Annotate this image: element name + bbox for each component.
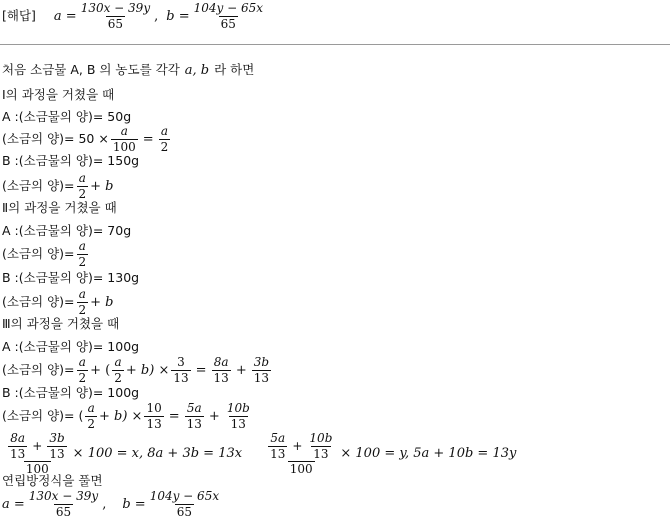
denominator: 65 [176, 504, 193, 519]
numerator: a [78, 171, 86, 185]
numerator: a [78, 239, 86, 253]
numerator: a [120, 124, 128, 138]
step1-b-line: B :(소금물의 양)= 150g [2, 153, 140, 168]
salt-prefix: (소금의 양)= [2, 177, 75, 193]
numerator: a [87, 401, 95, 415]
step3-a-line: A :(소금물의 양)= 100g [2, 339, 140, 354]
fraction [77, 240, 89, 268]
middle-term: + b) × [99, 408, 143, 424]
compound-numerator [4, 432, 71, 461]
solution-b-eq: b = [122, 496, 146, 512]
numerator: a [78, 287, 86, 301]
middle-term: + b) × [125, 362, 170, 378]
numerator: 3b [253, 355, 270, 369]
denominator: 13 [230, 416, 246, 431]
answer-label: [해답] [2, 7, 36, 23]
numerator: 5a [186, 401, 202, 415]
step1-a-line: A :(소금물의 양)= 50g [2, 109, 132, 124]
denominator: 2 [78, 254, 87, 269]
right-compound-fraction [264, 432, 338, 476]
numerator: 3b [49, 431, 65, 445]
denominator: 13 [146, 416, 162, 431]
solution-a-fraction [27, 490, 100, 518]
fraction [47, 432, 66, 460]
denominator: 100 [25, 462, 49, 477]
numerator: 3 [177, 355, 185, 369]
left-equation-tail: × 100 = x, 8a + 3b = 13x [72, 446, 243, 462]
denominator: 13 [173, 370, 189, 385]
numerator: 8a [10, 431, 26, 445]
denominator: 13 [270, 446, 286, 461]
numerator: a [160, 124, 169, 138]
step2-b-line: B :(소금물의 양)= 130g [2, 270, 140, 285]
equals: = [195, 362, 207, 378]
denominator: 13 [253, 370, 270, 385]
fraction [144, 402, 163, 430]
solution-a-eq: a = [2, 496, 25, 512]
step2-salt-a [2, 240, 90, 268]
numerator: a [114, 355, 122, 369]
compound-numerator [264, 432, 338, 461]
tail: + b [90, 294, 114, 310]
salt-prefix: (소금의 양)= [2, 245, 75, 261]
fraction [112, 356, 124, 384]
step3-title: Ⅲ의 과정을 거쳤을 때 [2, 316, 120, 331]
fraction [212, 356, 231, 384]
fraction [185, 402, 204, 430]
salt-prefix: (소금의 양)= [2, 361, 75, 377]
intro-vars: a, b [184, 63, 210, 78]
intro-tail: 라 하면 [214, 62, 255, 78]
denominator: 13 [313, 446, 329, 461]
answer-header [2, 2, 267, 30]
fraction [77, 356, 89, 384]
step3-salt-a [2, 356, 273, 384]
fraction [252, 356, 271, 384]
numerator: 104y − 65x [193, 1, 263, 15]
denominator: 100 [289, 462, 313, 477]
step2-title: Ⅱ의 과정을 거쳤을 때 [2, 200, 117, 215]
numerator: 10b [226, 401, 250, 415]
denominator: 2 [78, 302, 87, 317]
fraction [111, 125, 138, 153]
header-b-eq: b = [166, 8, 190, 24]
fraction [268, 432, 287, 460]
denominator: 2 [78, 186, 87, 201]
denominator: 13 [10, 446, 26, 461]
step2-a-line: A :(소금물의 양)= 70g [2, 223, 132, 238]
header-a-eq: a = [53, 8, 77, 24]
fraction [77, 172, 89, 200]
denominator: 13 [186, 416, 202, 431]
denominator: 65 [55, 504, 72, 519]
numerator: 5a [270, 431, 286, 445]
denominator: 65 [107, 16, 124, 31]
numerator: 8a [213, 355, 229, 369]
plus: + [235, 362, 247, 378]
header-b-fraction [192, 2, 265, 30]
denominator: 2 [114, 370, 122, 385]
denominator: 13 [49, 446, 65, 461]
denominator: 2 [87, 416, 95, 431]
denominator: 65 [220, 16, 236, 31]
divider [0, 44, 670, 45]
denominator: 2 [78, 370, 87, 385]
numerator: 104y − 65x [149, 489, 220, 503]
numerator: a [78, 355, 86, 369]
plus: + [208, 408, 220, 424]
step1-title: Ⅰ의 과정을 거쳤을 때 [2, 87, 115, 102]
numerator: 10b [309, 431, 333, 445]
left-compound-fraction [4, 432, 71, 476]
concentration-equations [2, 432, 516, 476]
numerator: 130x − 39y [80, 1, 151, 15]
plus: + [32, 438, 43, 453]
denominator: 100 [112, 139, 136, 154]
fraction [225, 402, 252, 430]
header-a-fraction [79, 2, 152, 30]
step3-salt-b [2, 402, 254, 430]
salt-prefix: (소금의 양)= [2, 293, 75, 309]
salt-prefix: (소금의 양)= ( [2, 407, 84, 423]
separator: , [102, 496, 107, 512]
denominator: 2 [160, 139, 169, 154]
numerator: 130x − 39y [28, 489, 99, 503]
separator: , [154, 8, 159, 24]
step3-b-line: B :(소금물의 양)= 100g [2, 385, 140, 400]
equals: = [168, 408, 180, 424]
fraction [85, 402, 97, 430]
denominator: 13 [213, 370, 229, 385]
numerator: 10 [146, 401, 162, 415]
step1-salt-b [2, 172, 114, 200]
step2-salt-b [2, 288, 114, 316]
fraction [8, 432, 27, 460]
solution-line [2, 490, 223, 518]
fraction [159, 125, 171, 153]
right-equation-tail: × 100 = y, 5a + 10b = 13y [340, 446, 517, 462]
plus-open: + ( [90, 362, 111, 378]
fraction [307, 432, 334, 460]
equals: = [142, 131, 154, 147]
solution-b-fraction [148, 490, 221, 518]
tail: + b [90, 178, 114, 194]
fraction [171, 356, 190, 384]
plus: + [292, 438, 303, 453]
fraction [77, 288, 89, 316]
step1-salt-a [2, 125, 172, 153]
solve-label: 연립방정식을 풀면 [2, 473, 103, 488]
intro-text: 처음 소금물 A, B 의 농도를 각각 [2, 62, 180, 78]
intro-line [2, 64, 254, 77]
salt-prefix: (소금의 양)= 50 × [2, 130, 109, 146]
